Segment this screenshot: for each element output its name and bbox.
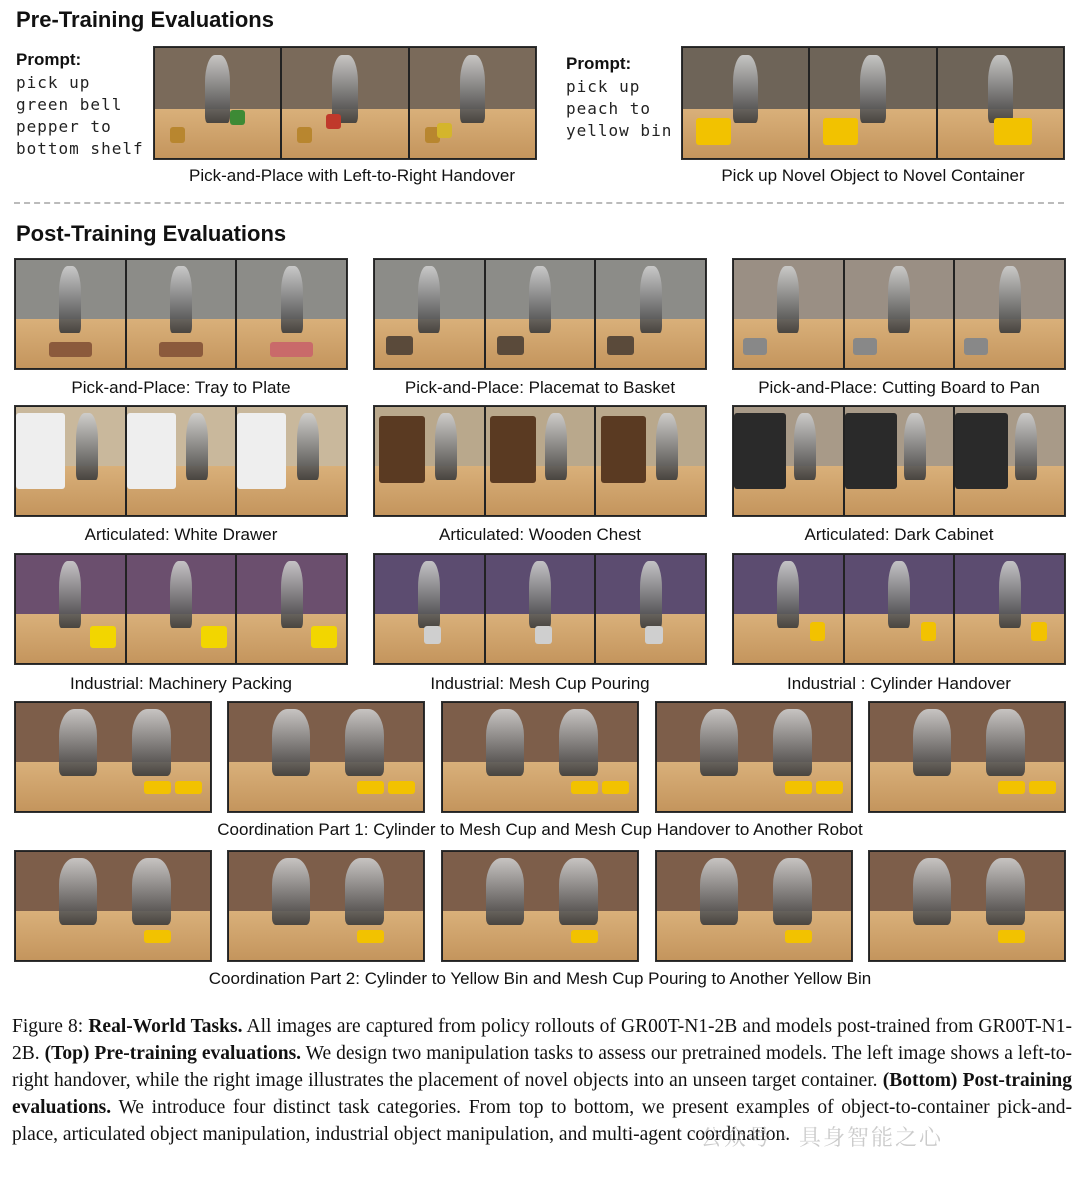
rollout-frame: [16, 555, 125, 663]
caption-pre-right: Pick up Novel Object to Novel Container: [721, 166, 1025, 185]
section-divider: [14, 202, 1064, 204]
prompt-label-left: Prompt:: [16, 50, 82, 69]
pre-training-title: Pre-Training Evaluations: [16, 7, 274, 32]
caption-coordination-part1: Coordination Part 1: Cylinder to Mesh Cup and Mesh Cup Handover to Another Robot: [217, 820, 863, 839]
post-image-strip: [732, 405, 1066, 517]
caption-post-2-1: Articulated: White Drawer: [84, 525, 278, 544]
coordination-part2-strip: [14, 850, 1066, 962]
rollout-frame: [596, 407, 705, 515]
figure-top-label: (Top) Pre-training evaluations.: [44, 1043, 302, 1064]
figure-bottom-label: (Bottom) Post-training evaluations.: [12, 1070, 1073, 1118]
rollout-frame: [955, 260, 1064, 368]
figure-label: Figure 8:: [12, 1016, 84, 1037]
rollout-frame: [16, 407, 125, 515]
rollout-frame: [375, 260, 484, 368]
prompt-text-left: pick up green bell pepper to bottom shelf: [16, 73, 144, 158]
caption-coordination-part2: Coordination Part 2: Cylinder to Yellow Bin and Mesh Cup Pouring to Another Yellow Bin: [208, 969, 872, 988]
caption-post-1-2: Pick-and-Place: Placemat to Basket: [404, 378, 676, 397]
coordination-frame: [868, 850, 1066, 962]
figure-text-3: We introduce four distinct task categories. From top to bottom, we present examples of object-to-container pick-and-place, articulated object manipulation, industrial object manipulation, and multi-agent coordination.: [12, 1097, 1072, 1145]
prompt-text-right: pick up peach to yellow bin: [566, 77, 673, 140]
rollout-frame: [810, 48, 935, 158]
post-image-strip: [14, 405, 348, 517]
post-image-strip: [14, 258, 348, 370]
coordination-frame: [441, 701, 639, 813]
rollout-frame: [486, 407, 595, 515]
coordination-frame: [441, 850, 639, 962]
post-image-strip: [373, 405, 707, 517]
rollout-frame: [938, 48, 1063, 158]
coordination-frame: [227, 701, 425, 813]
rollout-frame: [734, 555, 843, 663]
rollout-frame: [127, 407, 236, 515]
rollout-frame: [237, 407, 346, 515]
rollout-frame: [237, 260, 346, 368]
watermark: 公众号 · 具身智能之心: [700, 1126, 943, 1151]
rollout-frame: [683, 48, 808, 158]
coordination-frame: [227, 850, 425, 962]
figure-text-2: We design two manipulation tasks to assess our pretrained models. The left image shows a left-to-right handover, while the right image illustrates the placement of novel objects into an unseen target container.: [12, 1043, 1073, 1091]
coordination-frame: [655, 701, 853, 813]
rollout-frame: [486, 260, 595, 368]
caption-pre-left: Pick-and-Place with Left-to-Right Handover: [189, 166, 515, 185]
rollout-frame: [734, 260, 843, 368]
caption-post-3-3: Industrial : Cylinder Handover: [787, 674, 1011, 693]
pre-left-image-strip: [153, 46, 537, 160]
caption-post-2-2: Articulated: Wooden Chest: [439, 525, 641, 544]
caption-post-3-2: Industrial: Mesh Cup Pouring: [430, 674, 650, 693]
rollout-frame: [955, 555, 1064, 663]
rollout-frame: [845, 260, 954, 368]
rollout-frame: [596, 260, 705, 368]
pre-right-image-strip: [681, 46, 1065, 160]
post-image-strip: [732, 258, 1066, 370]
rollout-frame: [282, 48, 407, 158]
rollout-frame: [127, 555, 236, 663]
rollout-frame: [16, 260, 125, 368]
coordination-frame: [655, 850, 853, 962]
coordination-part1-strip: [14, 701, 1066, 813]
rollout-frame: [486, 555, 595, 663]
rollout-frame: [734, 407, 843, 515]
rollout-frame: [155, 48, 280, 158]
rollout-frame: [845, 555, 954, 663]
rollout-frame: [955, 407, 1064, 515]
post-training-title: Post-Training Evaluations: [16, 221, 287, 246]
caption-post-1-3: Pick-and-Place: Cutting Board to Pan: [758, 378, 1040, 397]
post-image-strip: [732, 553, 1066, 665]
caption-post-1-1: Pick-and-Place: Tray to Plate: [71, 378, 291, 397]
coordination-frame: [14, 850, 212, 962]
rollout-frame: [375, 555, 484, 663]
prompt-label-right: Prompt:: [566, 54, 632, 73]
coordination-frame: [14, 701, 212, 813]
rollout-frame: [596, 555, 705, 663]
figure-title: Real-World Tasks.: [88, 1016, 243, 1037]
rollout-frame: [410, 48, 535, 158]
rollout-frame: [127, 260, 236, 368]
caption-post-2-3: Articulated: Dark Cabinet: [804, 525, 994, 544]
coordination-frame: [868, 701, 1066, 813]
post-image-strip: [373, 553, 707, 665]
rollout-frame: [845, 407, 954, 515]
rollout-frame: [237, 555, 346, 663]
caption-post-3-1: Industrial: Machinery Packing: [69, 674, 293, 693]
post-image-strip: [14, 553, 348, 665]
post-image-strip: [373, 258, 707, 370]
rollout-frame: [375, 407, 484, 515]
figure-text-1: All images are captured from policy rollouts of GR00T-N1-2B and models post-trained from GR00T-N1-2B.: [12, 1016, 1072, 1064]
